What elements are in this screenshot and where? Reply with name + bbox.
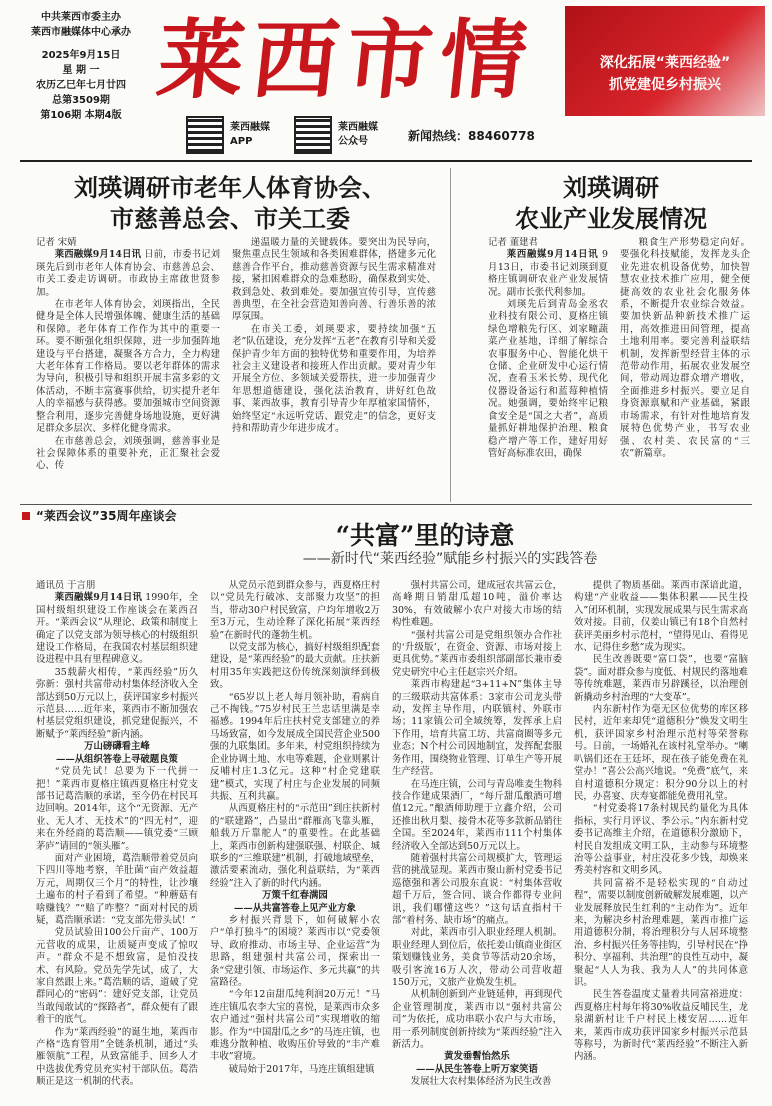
headline-line: 刘瑛调研 [563,173,659,202]
paragraph: “村党委将17条村规民约量化为具体指标，实行月评议、季公示。”内东新村党委书记高维主介绍，在道德积分激励下，村民自发组成文明工队，主动参与环境整治等公益事业，村庄没花多少钱，却焕来秀美村容和文明乡风。 [574,803,748,877]
feature-text [210,580,380,1076]
paragraph: 民生改善既要“富口袋”，也要“富脑袋”。面对群众参与度低、村规民约落地难等传统难题，莱西市另辟蹊径，以治理创新撬动乡村治理的“大变革”。 [574,654,748,703]
feature-text [392,580,562,1089]
paragraph: 莱西市构建起“3+11+N”集体主导的三级联动共富体系：3家市公司龙头带动，发挥主导作用，内联镇村、外联市场；11家镇公司全域统筹，发挥承上启下作用，培育共富工坊、共富商圈等多元业态；N个村公司因地制宜，发挥配套服务作用，围绕物业管理、订单生产等开展生产经营。 [392,679,562,778]
promo-line: 深化拓展“莱西经验” [599,55,731,71]
paragraph: 从西夏格庄村的“示范田”到庄扶新村的“联建路”，凸显出“群雁高飞靠头雁，船载万斤靠舵人”的重要性。在此基础上，莱西市创新构建强联强、村联企、城联乡的“三维联建”机制，打破地域壁垒，激活要素流动，强化利益联结，为“莱西经验”注入了新的时代内涵。 [210,803,380,889]
headline-line: 农业产业发展情况 [515,204,707,233]
story1-col1 [36,237,220,502]
lunar-date: 农历乙巳年七月廿四 [36,80,126,91]
masthead: 莱西市情 [152,10,540,111]
paragraph: 在市关工委，刘瑛要求，要持续加强“五老”队伍建设，充分发挥“五老”在教育引导和关爱保护青少年方面的独特优势和重要作用，为培养社会主义建设者和接班人作出贡献。要对青少年开展全方位、多领域关爱帮扶，进一步加强青少年思想道德建设，强化法治教育，讲好红色故事、莱西故事，教育引导青少年厚植家国情怀，始终坚定“永远听党话、跟党走”的信念，更好支持和帮助青少年进步成才。 [232,323,436,435]
story1-text [36,249,220,472]
reporter: 通讯员 于言朋 [36,580,96,591]
feature-text [36,592,198,1088]
story2-col1 [488,237,608,502]
app-label: 莱西融媒 [230,122,270,133]
paragraph: 发展壮大农村集体经济为民生改善 [410,1076,552,1088]
story2-col2 [620,237,750,502]
paragraph: 破局始于2017年，马连庄镇组建镇 [228,1063,375,1075]
subheading: ——从组织答卷上寻破题良策 [56,753,178,765]
headline-line: 刘瑛调研市老年人体育协会、 [74,173,386,202]
paragraph: 在马连庄镇，公司与青岛唯麦生物科技合作建成果酒厂，“每斤甜瓜酿酒可增值12元。”酿酒师助理于立鑫介绍，公司还推出秋月梨、接骨木花等多款新品销往全国。至2024年，莱西市111个村集体经济收入全部达到50万元以上。 [392,778,562,852]
paragraph: 从机制创新到产业链延伸，再到现代企业管理制度，莱西市以“强村共富公司”为依托，成功串联小农户与大市场，用一系列制度创新持续为“莱西经验”注入新活力。 [392,989,562,1051]
story2-text [620,237,750,460]
hotline: 新闻热线：88460778 [408,129,535,143]
section-label: “莱西会议”35周年座谈会 [36,509,177,523]
reporter: 记者 董建君 [488,237,538,248]
subheading: 黄发垂髫怡然乐 [444,1051,510,1063]
paragraph: “65岁以上老人每月领补助，看病自己不掏钱。”75岁村民王兰忠话里满是幸福感。1994年后庄扶村党支部建立的养马场致富，如今发展成全国民营企业500强的九联集团。多年来，村党组织持续为企业协调土地、水电等难题，企业则累计反哺村庄1.3亿元。这种“村企党建联建”模式，实现了村庄与企业发展的同频共振、互利共赢。 [210,691,380,802]
paragraph: “党员先试！总要为下一代拼一把！”莱西市夏格庄镇西夏格庄村党支部书记葛浩顺的承诺，至今仍在村民耳边回响。2014年，这个“无资源、无产业、无人才、无技术”的“四无村”，迎来在外经商的葛浩顺——镇党委“三顾茅庐”请回的“领头雁”。 [36,766,198,852]
square-bullet-icon [22,512,30,520]
promo-line: 抓党建促乡村振兴 [609,77,721,93]
subheading: ——从共富答卷上见产业方象 [234,902,356,914]
sponsor-line: 莱西市融媒体中心承办 [31,27,131,38]
paragraph: 提供了物质基础。莱西市深谙此道，构建“产业收益——集体积累——民生投入”闭环机制，实现发展成果与民生需求高效对接。目前，仅姜山镇已有18个自然村获评美丽乡村示范村，“望得见山、看得见水、记得住乡愁”成为现实。 [574,580,748,654]
header-rule [20,160,752,162]
gzh-qr-block [294,116,378,154]
sponsor-line: 中共莱西市委主办 [41,12,121,23]
story1-col2 [232,237,436,502]
feature-subtitle: ——新时代“莱西经验”赋能乡村振兴的实践答卷 [302,551,598,567]
issue-info: 第106期 本期4版 [40,110,122,121]
story2-text [488,249,608,460]
gzh-label: 莱西融媒 [338,122,378,133]
paragraph: 莱西融媒9月14日讯 日前，市委书记刘瑛先后到市老年人体育协会、市慈善总会、市关工委走访调研。市政协主席啟世贤参加。 [36,249,220,298]
paragraph: 作为“莱西经验”的诞生地，莱西市产格“选育管用”全链条机制，通过“头雁领航”工程，从致富能手、回乡人才中选拔优秀党员充实村干部队伍。葛浩顺正是这一机制的代表。 [36,1026,198,1088]
weekday: 星 期 一 [62,65,100,76]
reporter: 记者 宋婧 [36,237,77,248]
story1-text [232,237,436,436]
subheading: ——从民生答卷上听万家笑语 [416,1063,538,1075]
subheading: 万策千红春满园 [262,890,328,902]
app-label: APP [230,136,253,147]
paragraph: 党员试验田100公斤亩产、100万元营收的成果，让质疑声变成了惊叹声。“群众不是不想致富，是怕没技术、有风险。党员先学先试，成了，大家自然跟上来。”葛浩顺的话，道破了党群同心的“密码”：建好党支部，让党员当敢闯敢试的“探路者”，群众便有了跟着干的底气。 [36,927,198,1026]
section-rule [20,504,752,505]
paragraph: 莱西融媒9月14日讯 1990年，全国村级组织建设工作座谈会在莱西召开。“莱西会议”从理论、政策和制度上确定了以党支部为领导核心的村级组织建设工作格局，在我国农村基层组织建设进程中具有里程碑意义。 [36,592,198,666]
paragraph: 在市老年人体育协会，刘瑛指出，全民健身是全体人民增强体魄、健康生活的基础和保障。老年体育工作作为其中的重要一环。要不断强化组织保障，进一步加强阵地建设与平台搭建，凝聚各方合力，全力构建大老年体育工作格局。要以老年群体的需求为导向，积极引导和组织开展丰富多彩的文体活动，不断丰富赛事供给，切实提升老年人的幸福感与获得感。要加强城市空间资源整合利用，逐步完善健身场地设施，更好满足群众多层次、多样化健身需求。 [36,299,220,435]
gzh-label: 公众号 [338,136,368,147]
paragraph: 内东新村作为毫无区位优势的库区移民村，近年来却凭“道德积分”焕发文明生机，获评国家乡村治理示范村等荣誉称号。日前，一场婚礼在该村礼堂举办。“喇叭锅们还在王廷坏，现在孩子能免费在礼堂办！”喜公公高兴地说。“免费”底气，来自村道德积分规定：积分90分以上的村民，办喜宴、庆寿宴都能免费用礼堂。 [574,704,748,802]
paragraph: 粮食生产形势稳定向好。要强化科技赋能，发挥龙头企业先进农机设备优势，加快智慧农业技术推广应用，健全便捷高效的农业社会化服务体系，不断提升农业综合效益。要加快新品种新技术推广运用，高效推进田间管理，提高土地利用率。要完善利益联结机制，发挥新型经营主体的示范带动作用，拓展农业发展空间，带动周边群众增产增收，全面推进乡村振兴。要立足自身资源禀赋和产业基础，紧跟市场需求，有针对性地培育发展特色优势产业，书写农业强、农村美、农民富的“三农”新篇章。 [620,237,750,459]
qr-code-icon [186,116,224,154]
paragraph: 从党员示范到群众参与，西夏格庄村以“党员先行破冰、支部聚力攻坚”的担当，带动30户村民致富，户均年增收2万至3万元，生动诠释了深化拓展“莱西经验”在新时代的蓬勃生机。 [210,580,380,641]
feature-title: “共富”里的诗意 [335,521,515,550]
paragraph: 35载薪火相传，“莱西经验”历久弥新：强村共富带动村集体经济收入全部达到50万元以上，获评国家乡村振兴示范县……近年来，莱西市不断加强农村基层党组织建设，抓党建促振兴，不断赋予“莱西经验”新内涵。 [36,666,198,740]
paragraph: 随着强村共富公司规模扩大，管理运营的挑战显现。莱西市聚山新村党委书记巡德强和著公司股东直说：“村集体营收超千万后，签合同、谈合作都得专业问讯，我们哪懂这些？”这句话直指村干部“着村务、缺市场”的痛点。 [392,852,562,926]
feature-col2 [210,580,380,1100]
paragraph: 刘瑛先后到青岛金丞农业科技有限公司、夏格庄镇绿色增粮先行区、刘家疃蔬菜产业基地，详细了解综合农事服务中心、智能化烘干仓储、企业研发中心运行情况，查看玉米长势、现代化仪器设备运行和蓝莓种植情况。她强调，要始终牢记粮食安全是“国之大者”，高质量抓好耕地保护治理、粮食稳产增产等工作，建好用好管好高标准农田，确保 [488,299,608,459]
story1-headline [20,172,440,234]
paragraph: 莱西融媒9月14日讯 9月13日，市委书记刘瑛到夏格庄镇调研农业产业发展情况。副市长张代利参加。 [488,249,608,298]
issue-total: 总第3509期 [52,95,110,106]
story2-headline [470,172,752,234]
paragraph: 对此，莱西市引入职业经理人机制。职业经理人到位后，依托姜山镇商业街区策划赚钱业务，美食节等活动20余场，吸引客流16万人次，带动公司营收超150万元，文旅产业焕发生机。 [392,927,562,988]
promo-banner [565,6,765,116]
paragraph: “今年12亩甜瓜纯利润20万元！”马连庄镇瓜农李大宝的喜悦，是莱西市众多农户通过“强村共富公司”实现增收的缩影。作为“中国甜瓜之乡”的马连庄镇，也难逃分散种植、收购压价导致的“丰产难丰收”窘境。 [210,989,380,1063]
paragraph: 乡村振兴背景下，如何破解小农户“单打独斗”的困境？莱西市以“党委领导、政府推动、市场主导、企业运营”为思路，组建强村共富公司，探索出一条“党建引领、市场运作、多元共赢”的共富路径。 [210,914,380,988]
paragraph: 强村共富公司，建成冠农共富云仓，高峰期日销甜瓜超10吨，溢价率达30%，有效破解小农户对接大市场的结构性难题。 [392,580,562,629]
feature-col1 [36,580,198,1100]
feature-col3 [392,580,562,1100]
app-qr-block [186,116,270,154]
subheading: 万山磅礴看主峰 [84,741,150,753]
paragraph: “强村共富公司是党组织领办合作社的‘升级版’，在资金、资源、市场对接上更具优势。”莱西市委组织部副部长兼市委党史研究中心主任赵宗兴介绍。 [392,629,562,678]
date: 2025年9月15日 [41,50,121,61]
headline-line: 市慈善总会、市关工委 [110,204,350,233]
paragraph: 在市慈善总会，刘瑛强调，慈善事业是社会保障体系的重要补充，正汇聚社会爱心、传 [36,435,220,472]
paragraph: 面对产业困境，葛浩顺带着党员向下四川等地考察，羊肚菌“亩产效益超万元，周期仅三个月”的特性，让沙壤土遍布的村子看到了希望。“种蘑菇有啥赚钱？”“赔了咋整？”面对村民的质疑，葛浩顺承诺：“党支部先带头试！” [36,852,198,926]
paragraph: 递温暖力量的关键载体。要突出为民导向，聚焦重点民生领域和各类困难群体，搭建多元化慈善合作平台，推动慈善资源与民生需求精准对接，紧扣困难群众的急难愁盼，确保救到实处、救到急处、救到难处。要加强宣传引导，宣传慈善典型，在全社会营造知善向善、行善乐善的浓厚氛围。 [232,237,436,323]
paragraph: 以党支部为核心，搞好村级组织配套建设，是“莱西经验”的最大贡献。庄扶新村用35年实践把这份传统深刻演绎到极致。 [210,642,380,691]
paragraph: 共同富裕不是轻松实现的“自动过程”，需要以制度创新破解发展难题，以产业发展释放民生红利的“主动作为”。近年来，为解决乡村治理难题，莱西市推广运用道德积分制，将治理积分与人居环境整治、乡村振兴任务等挂钩，引导村民在“挣积分、享福利、共治理”的良性互动中，凝聚起“人人为我、我为人人”的共同体意识。 [574,877,748,988]
header-info [22,10,140,123]
qr-code-icon [294,116,332,154]
feature-col4 [574,580,748,1100]
feature-text [574,580,748,1064]
column-divider [450,168,451,502]
paragraph: 民生答卷温度丈量着共同富裕进度：西夏格庄村每年将30%收益反哺民生，龙泉湖新村让千户村民上楼安居……近年来，莱西市成功获评国家乡村振兴示范县等称号，为新时代“莱西经验”不断注入新内涵。 [574,989,748,1063]
